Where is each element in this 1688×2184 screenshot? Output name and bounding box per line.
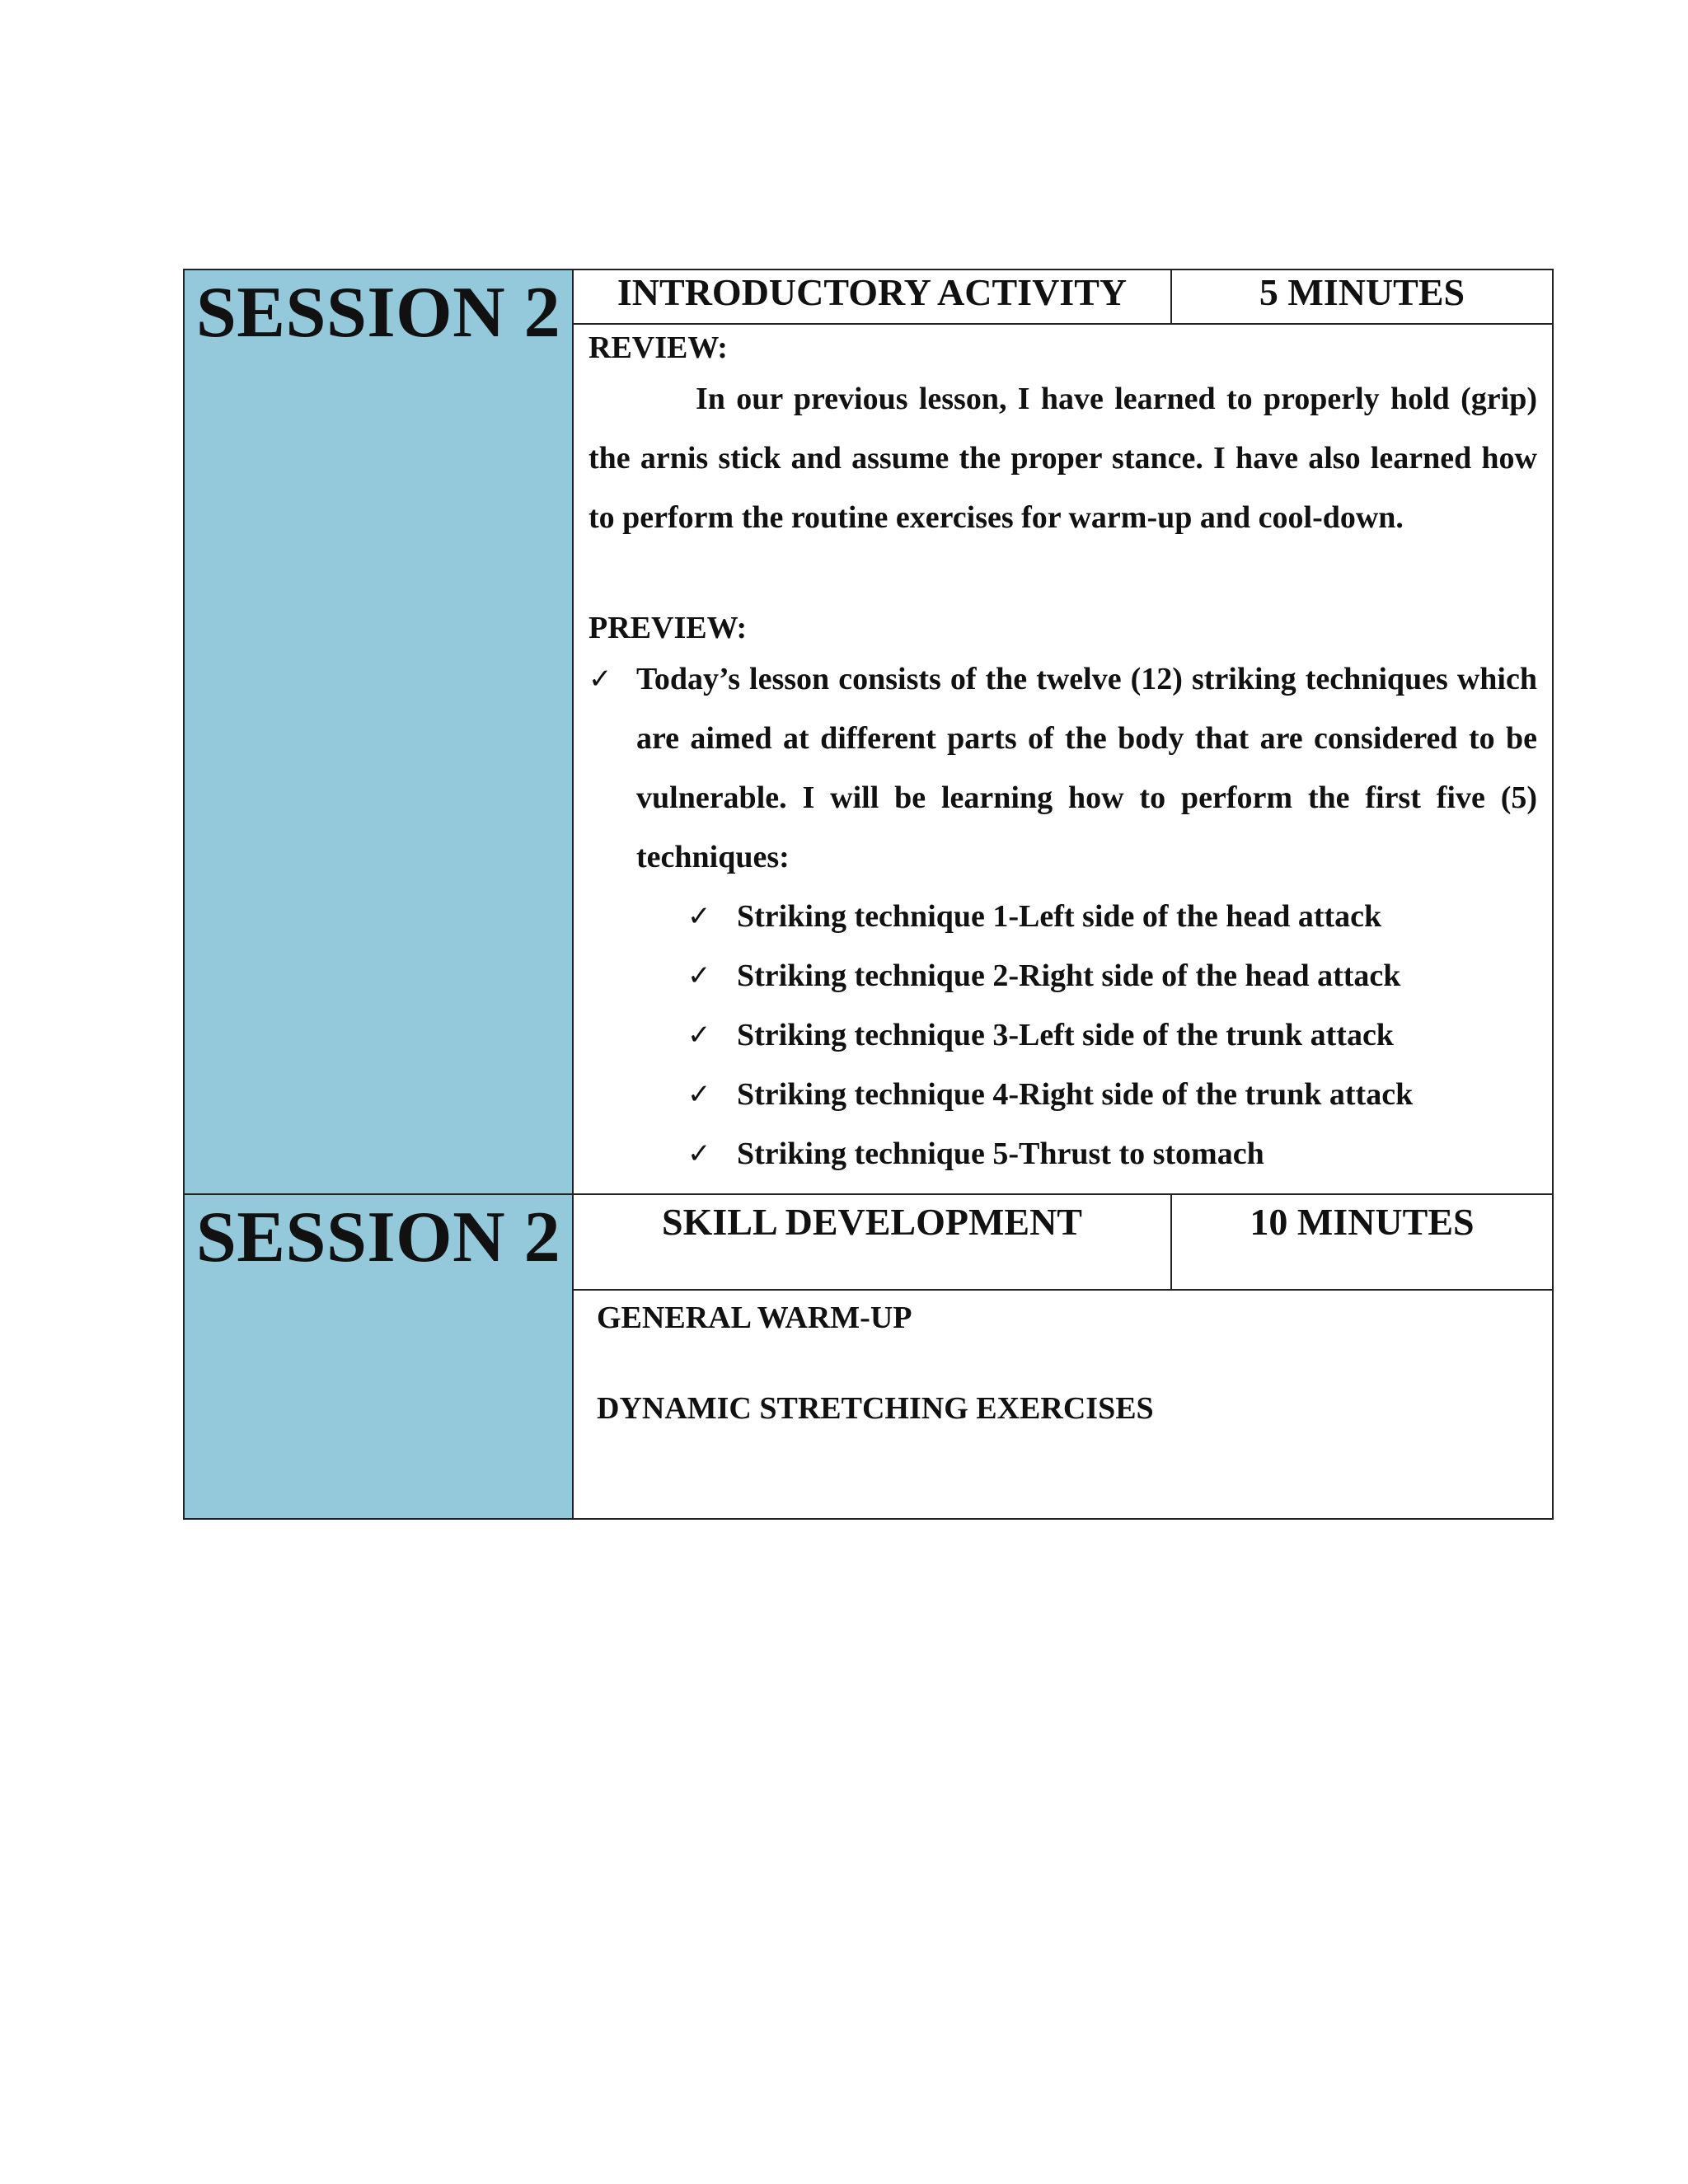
session-content	[573, 269, 1553, 1194]
lesson-plan-table	[183, 269, 1554, 1520]
item-general-warm-up: GENERAL WARM-UP	[597, 1301, 912, 1335]
preview-paragraph: Today’s lesson consists of the twelve (12) striking techniques which are aimed at different parts of the body that are considered to be vulnerable. I will be learning how to perform the first five (5) techniques:	[636, 662, 1537, 874]
activity-body	[574, 1291, 1552, 1518]
activity-body	[574, 325, 1552, 1193]
review-heading: REVIEW:	[588, 330, 728, 365]
technique-label: Striking technique 3-Left side of the trunk attack	[737, 1018, 1394, 1052]
activity-header	[574, 1195, 1552, 1291]
check-icon: ✓	[687, 1019, 711, 1052]
technique-label: Striking technique 2-Right side of the head attack	[737, 958, 1401, 993]
check-icon: ✓	[687, 1078, 711, 1111]
item-dynamic-stretching: DYNAMIC STRETCHING EXERCISES	[597, 1391, 1154, 1426]
review-paragraph: In our previous lesson, I have learned to properly hold (grip) the arnis stick and assume the proper stance. I have also learned how to perform the routine exercises for warm-up and cool-down.	[588, 382, 1537, 535]
list-item	[687, 1124, 1537, 1183]
list-item	[687, 1005, 1537, 1065]
session-cell	[184, 269, 573, 1194]
techniques-list	[588, 887, 1537, 1183]
check-icon: ✓	[687, 959, 711, 992]
check-icon: ✓	[687, 900, 711, 933]
activity-header	[574, 270, 1552, 325]
technique-label: Striking technique 1-Left side of the head attack	[737, 899, 1382, 934]
technique-label: Striking technique 4-Right side of the trunk attack	[737, 1077, 1414, 1112]
list-item	[687, 1065, 1537, 1124]
preview-heading: PREVIEW:	[588, 611, 748, 645]
spacer	[588, 547, 1537, 607]
activity-duration: 10 MINUTES	[1171, 1195, 1552, 1290]
check-icon: ✓	[588, 663, 612, 696]
session-label: SESSION 2	[195, 1197, 561, 1277]
session-content	[573, 1194, 1553, 1519]
list-item	[687, 887, 1537, 946]
activity-duration: 5 MINUTES	[1171, 270, 1552, 324]
activity-title: SKILL DEVELOPMENT	[574, 1195, 1171, 1290]
activity-title: INTRODUCTORY ACTIVITY	[574, 270, 1171, 324]
session-row-skill	[184, 1194, 1553, 1519]
technique-label: Striking technique 5-Thrust to stomach	[737, 1137, 1264, 1171]
session-cell	[184, 1194, 573, 1519]
preview-item	[588, 649, 1537, 887]
list-item	[687, 946, 1537, 1005]
check-icon: ✓	[687, 1137, 711, 1170]
session-row-introductory	[184, 269, 1553, 1194]
session-label: SESSION 2	[195, 273, 561, 353]
